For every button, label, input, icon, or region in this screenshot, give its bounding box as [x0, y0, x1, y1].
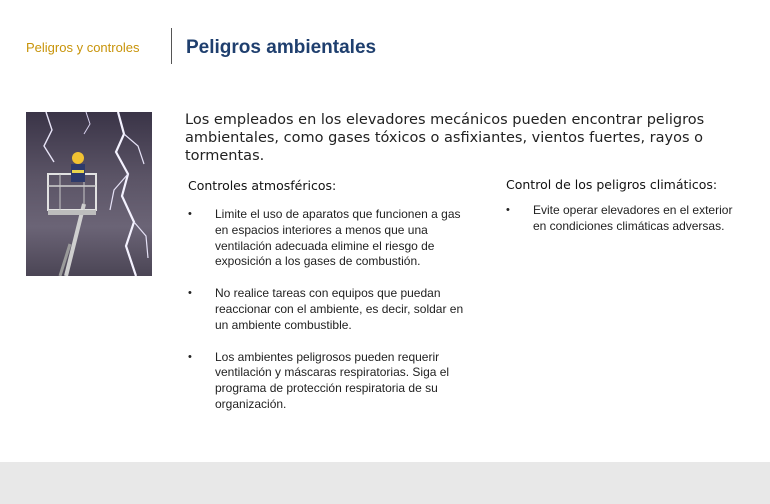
bullet-icon: •: [188, 350, 192, 363]
footer-bar: [0, 462, 770, 504]
intro-paragraph: Los empleados en los elevadores mecánicos pueden encontrar peligros ambientales, como gases tóxicos o asfixiantes, vientos fuertes, rayos o tormentas.: [185, 112, 705, 164]
list-item: [506, 203, 736, 235]
list-item-text: Los ambientes peligrosos pueden requerir ventilación y máscaras respiratorias. Siga el programa de protección respiratoria de su organización.: [215, 349, 450, 411]
bullet-icon: •: [506, 204, 510, 216]
weather-controls-list: [506, 203, 736, 251]
bullet-icon: •: [188, 287, 192, 300]
section-label: Peligros y controles: [26, 40, 140, 55]
list-item-text: Evite operar elevadores en el exterior en condiciones climáticas adversas.: [533, 203, 733, 233]
list-item-text: Limite el uso de aparatos que funcionen a gas en espacios interiores a menos que una ventilación adecuada elimine el riesgo de exposición a los gases de combustión.: [215, 207, 461, 269]
atmospheric-controls-list: [188, 207, 468, 429]
page-title: Peligros ambientales: [186, 37, 377, 58]
lightning-aerial-lift-photo: [26, 112, 152, 276]
list-item-text: No realice tareas con equipos que puedan reaccionar con el ambiente, es decir, soldar en un ambiente combustible.: [215, 286, 464, 332]
photo-illustration: [26, 112, 152, 276]
list-item: [188, 207, 468, 270]
weather-controls-heading: Control de los peligros climáticos:: [506, 177, 718, 192]
header-divider: [171, 28, 172, 64]
list-item: [188, 350, 468, 413]
list-item: [188, 286, 468, 333]
atmospheric-controls-heading: Controles atmosféricos:: [188, 178, 337, 193]
bullet-icon: •: [188, 208, 192, 220]
